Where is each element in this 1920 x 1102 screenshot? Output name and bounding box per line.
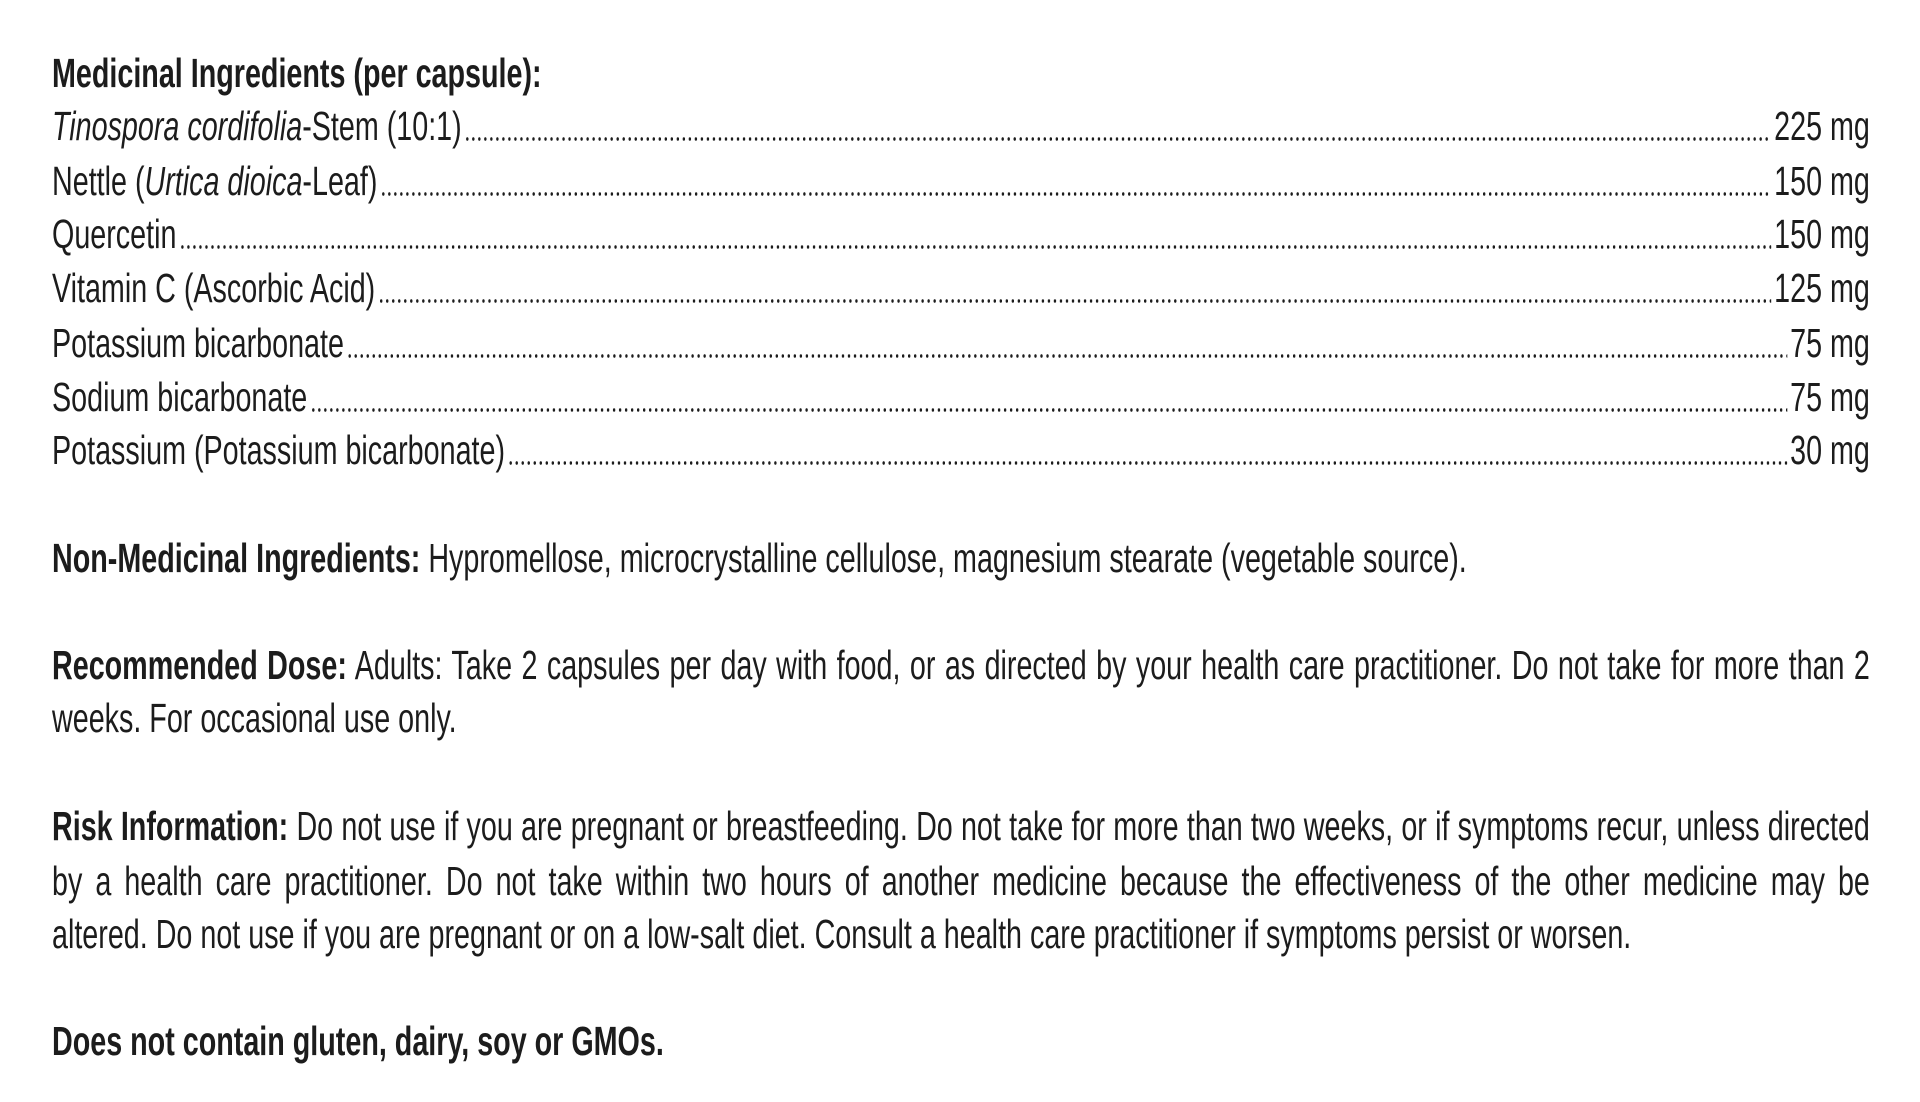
recommended-dose-text: Adults: Take 2 capsules per day with food, or as directed by your health care practitioner. Do not take for more than 2: [346, 642, 1870, 688]
risk-information-line-1: [52, 799, 1870, 853]
ingredient-part: -Stem (10:1): [302, 103, 462, 149]
risk-information-label: Risk Information:: [52, 803, 289, 849]
dot-leader: [380, 192, 1771, 196]
dot-leader: [378, 299, 1771, 303]
ingredient-row: [52, 99, 1870, 153]
recommended-dose-label: Recommended Dose:: [52, 642, 347, 688]
ingredient-amount: 75 mg: [1790, 374, 1870, 420]
ingredient-row: [52, 423, 1870, 477]
ingredient-name: [52, 154, 377, 208]
non-medicinal-text: Hypromellose, microcrystalline cellulose, magnesium stearate (vegetable source).: [420, 535, 1467, 581]
ingredient-name: Sodium bicarbonate: [52, 374, 308, 420]
ingredient-row: [52, 316, 1870, 370]
ingredient-amount: 150 mg: [1774, 158, 1870, 204]
ingredient-amount: 75 mg: [1790, 320, 1870, 366]
ingredient-latin-name: Tinospora cordifolia: [52, 103, 303, 149]
dot-leader: [347, 354, 1788, 358]
risk-information-line-2: by a health care practitioner. Do not take within two hours of another medicine because the effectiveness of the other medicine may be: [52, 858, 1870, 904]
allergen-statement: Does not contain gluten, dairy, soy or GMOs.: [52, 1018, 664, 1064]
medicinal-ingredients-heading: Medicinal Ingredients (per capsule):: [52, 50, 542, 96]
ingredient-amount: 125 mg: [1774, 265, 1870, 311]
risk-information-text: Do not use if you are pregnant or breastfeeding. Do not take for more than two weeks, or if symptoms recur, unless directed: [288, 803, 1870, 849]
ingredient-name: Potassium (Potassium bicarbonate): [52, 427, 506, 473]
recommended-dose-line-2: weeks. For occasional use only.: [52, 695, 457, 741]
ingredient-common-name: Nettle (: [52, 158, 145, 204]
dot-leader: [179, 245, 1771, 249]
dot-leader: [508, 461, 1788, 465]
ingredient-amount: 150 mg: [1774, 211, 1870, 257]
ingredient-name: [52, 99, 462, 153]
ingredient-row: [52, 370, 1870, 424]
ingredient-amount: 30 mg: [1790, 427, 1870, 473]
product-label: [52, 0, 1870, 1102]
ingredient-row: [52, 207, 1870, 261]
non-medicinal-ingredients: [52, 531, 1870, 585]
ingredient-latin-name: Urtica dioica: [144, 158, 303, 204]
recommended-dose-line-1: [52, 638, 1870, 692]
ingredient-amount: 225 mg: [1774, 103, 1870, 149]
dot-leader: [310, 408, 1787, 412]
risk-information-line-3: altered. Do not use if you are pregnant or on a low-salt diet. Consult a health care practitioner if symptoms persist or worsen.: [52, 911, 1632, 957]
ingredient-name: Potassium bicarbonate: [52, 320, 344, 366]
ingredient-name: Quercetin: [52, 211, 177, 257]
non-medicinal-label: Non-Medicinal Ingredients:: [52, 535, 421, 581]
dot-leader: [464, 137, 1771, 141]
ingredient-name: Vitamin C (Ascorbic Acid): [52, 265, 376, 311]
ingredient-row: [52, 154, 1870, 208]
ingredient-part: -Leaf): [302, 158, 378, 204]
ingredient-row: [52, 261, 1870, 315]
